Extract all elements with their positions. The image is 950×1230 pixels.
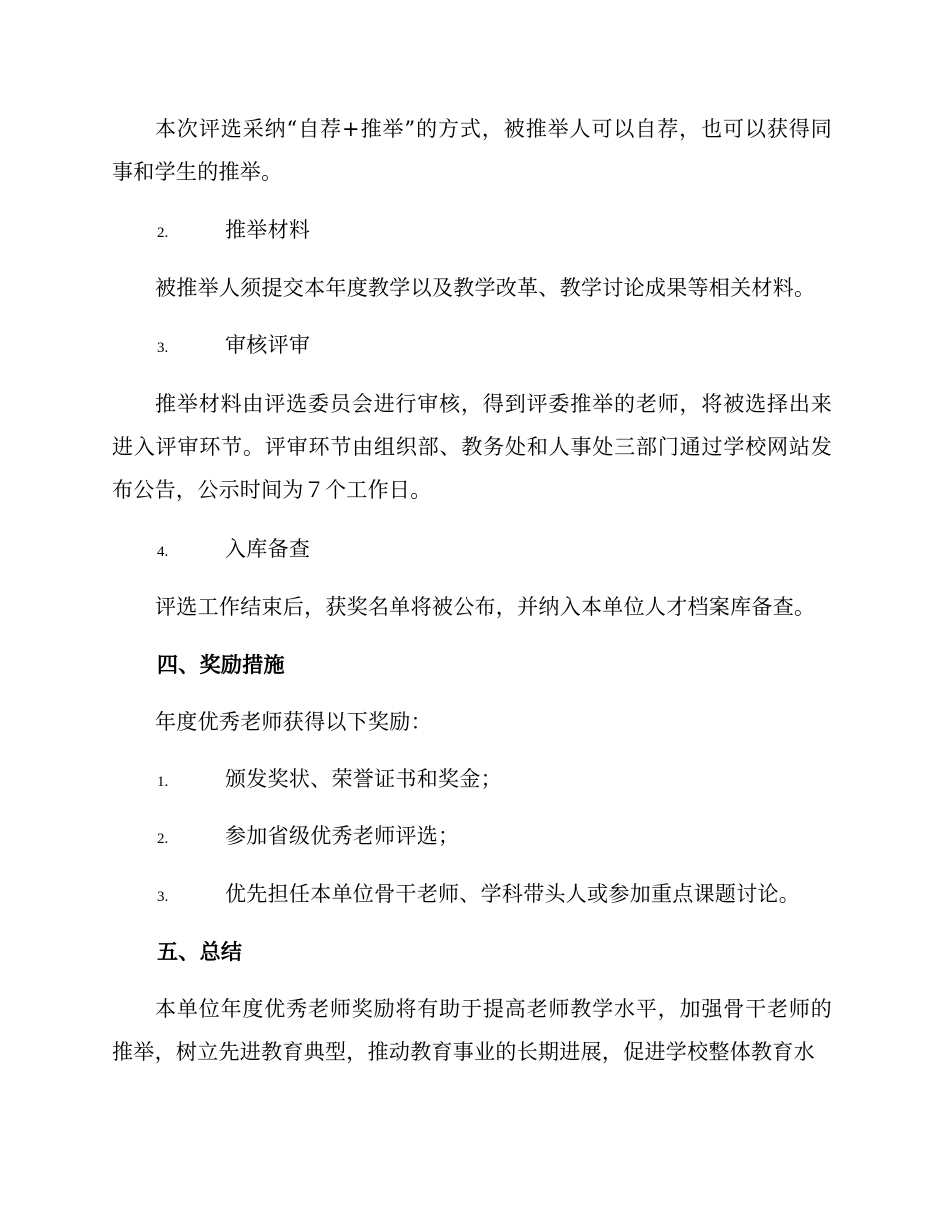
list-item-materials (157, 209, 837, 255)
list-item-review (157, 324, 837, 370)
list-item-label: 颁发奖状、荣誉证书和奖金； (225, 767, 502, 791)
list-number: 3. (157, 340, 169, 356)
list-number: 1. (157, 774, 169, 790)
reward-item-2 (157, 815, 837, 861)
list-item-label: 审核评审 (225, 333, 311, 357)
list-number: 3. (157, 889, 169, 905)
paragraph-self-nomination: 本次评选采纳“自荐+推举”的方式，被推举人可以自荐，也可以获得同事和学生的推举。 (112, 117, 832, 184)
list-item-label: 入库备查 (225, 537, 311, 561)
reward-item-1 (157, 758, 837, 804)
paragraph-materials: 被推举人须提交本年度教学以及教学改革、教学讨论成果等相关材料。 (155, 276, 816, 300)
paragraph-summary: 本单位年度优秀老师奖励将有助于提高老师教学水平，加强骨干老师的推举，树立先进教育典型，推动教育事业的长期进展，促进学校整体教育水 (112, 997, 832, 1064)
list-number: 2. (157, 225, 169, 241)
list-item-label: 优先担任本单位骨干老师、学科带头人或参加重点课题讨论。 (225, 882, 801, 906)
paragraph-rewards-intro: 年度优秀老师获得以下奖励： (155, 710, 432, 734)
list-item-label: 参加省级优秀老师评选； (225, 824, 460, 848)
list-item-archive (157, 528, 837, 574)
section-heading-summary: 五、总结 (157, 939, 243, 964)
section-heading-rewards: 四、奖励措施 (157, 652, 285, 677)
paragraph-archive: 评选工作结束后，获奖名单将被公布，并纳入本单位人才档案库备查。 (155, 595, 816, 619)
paragraph-review: 推举材料由评选委员会进行审核，得到评委推举的老师，将被选择出来进入评审环节。评审环节由组织部、教务处和人事处三部门通过学校网站发布公告，公示时间为７个工作日。 (112, 392, 832, 502)
reward-item-3 (157, 873, 837, 919)
list-item-label: 推举材料 (225, 218, 311, 242)
list-number: 4. (157, 544, 169, 560)
list-number: 2. (157, 831, 169, 847)
